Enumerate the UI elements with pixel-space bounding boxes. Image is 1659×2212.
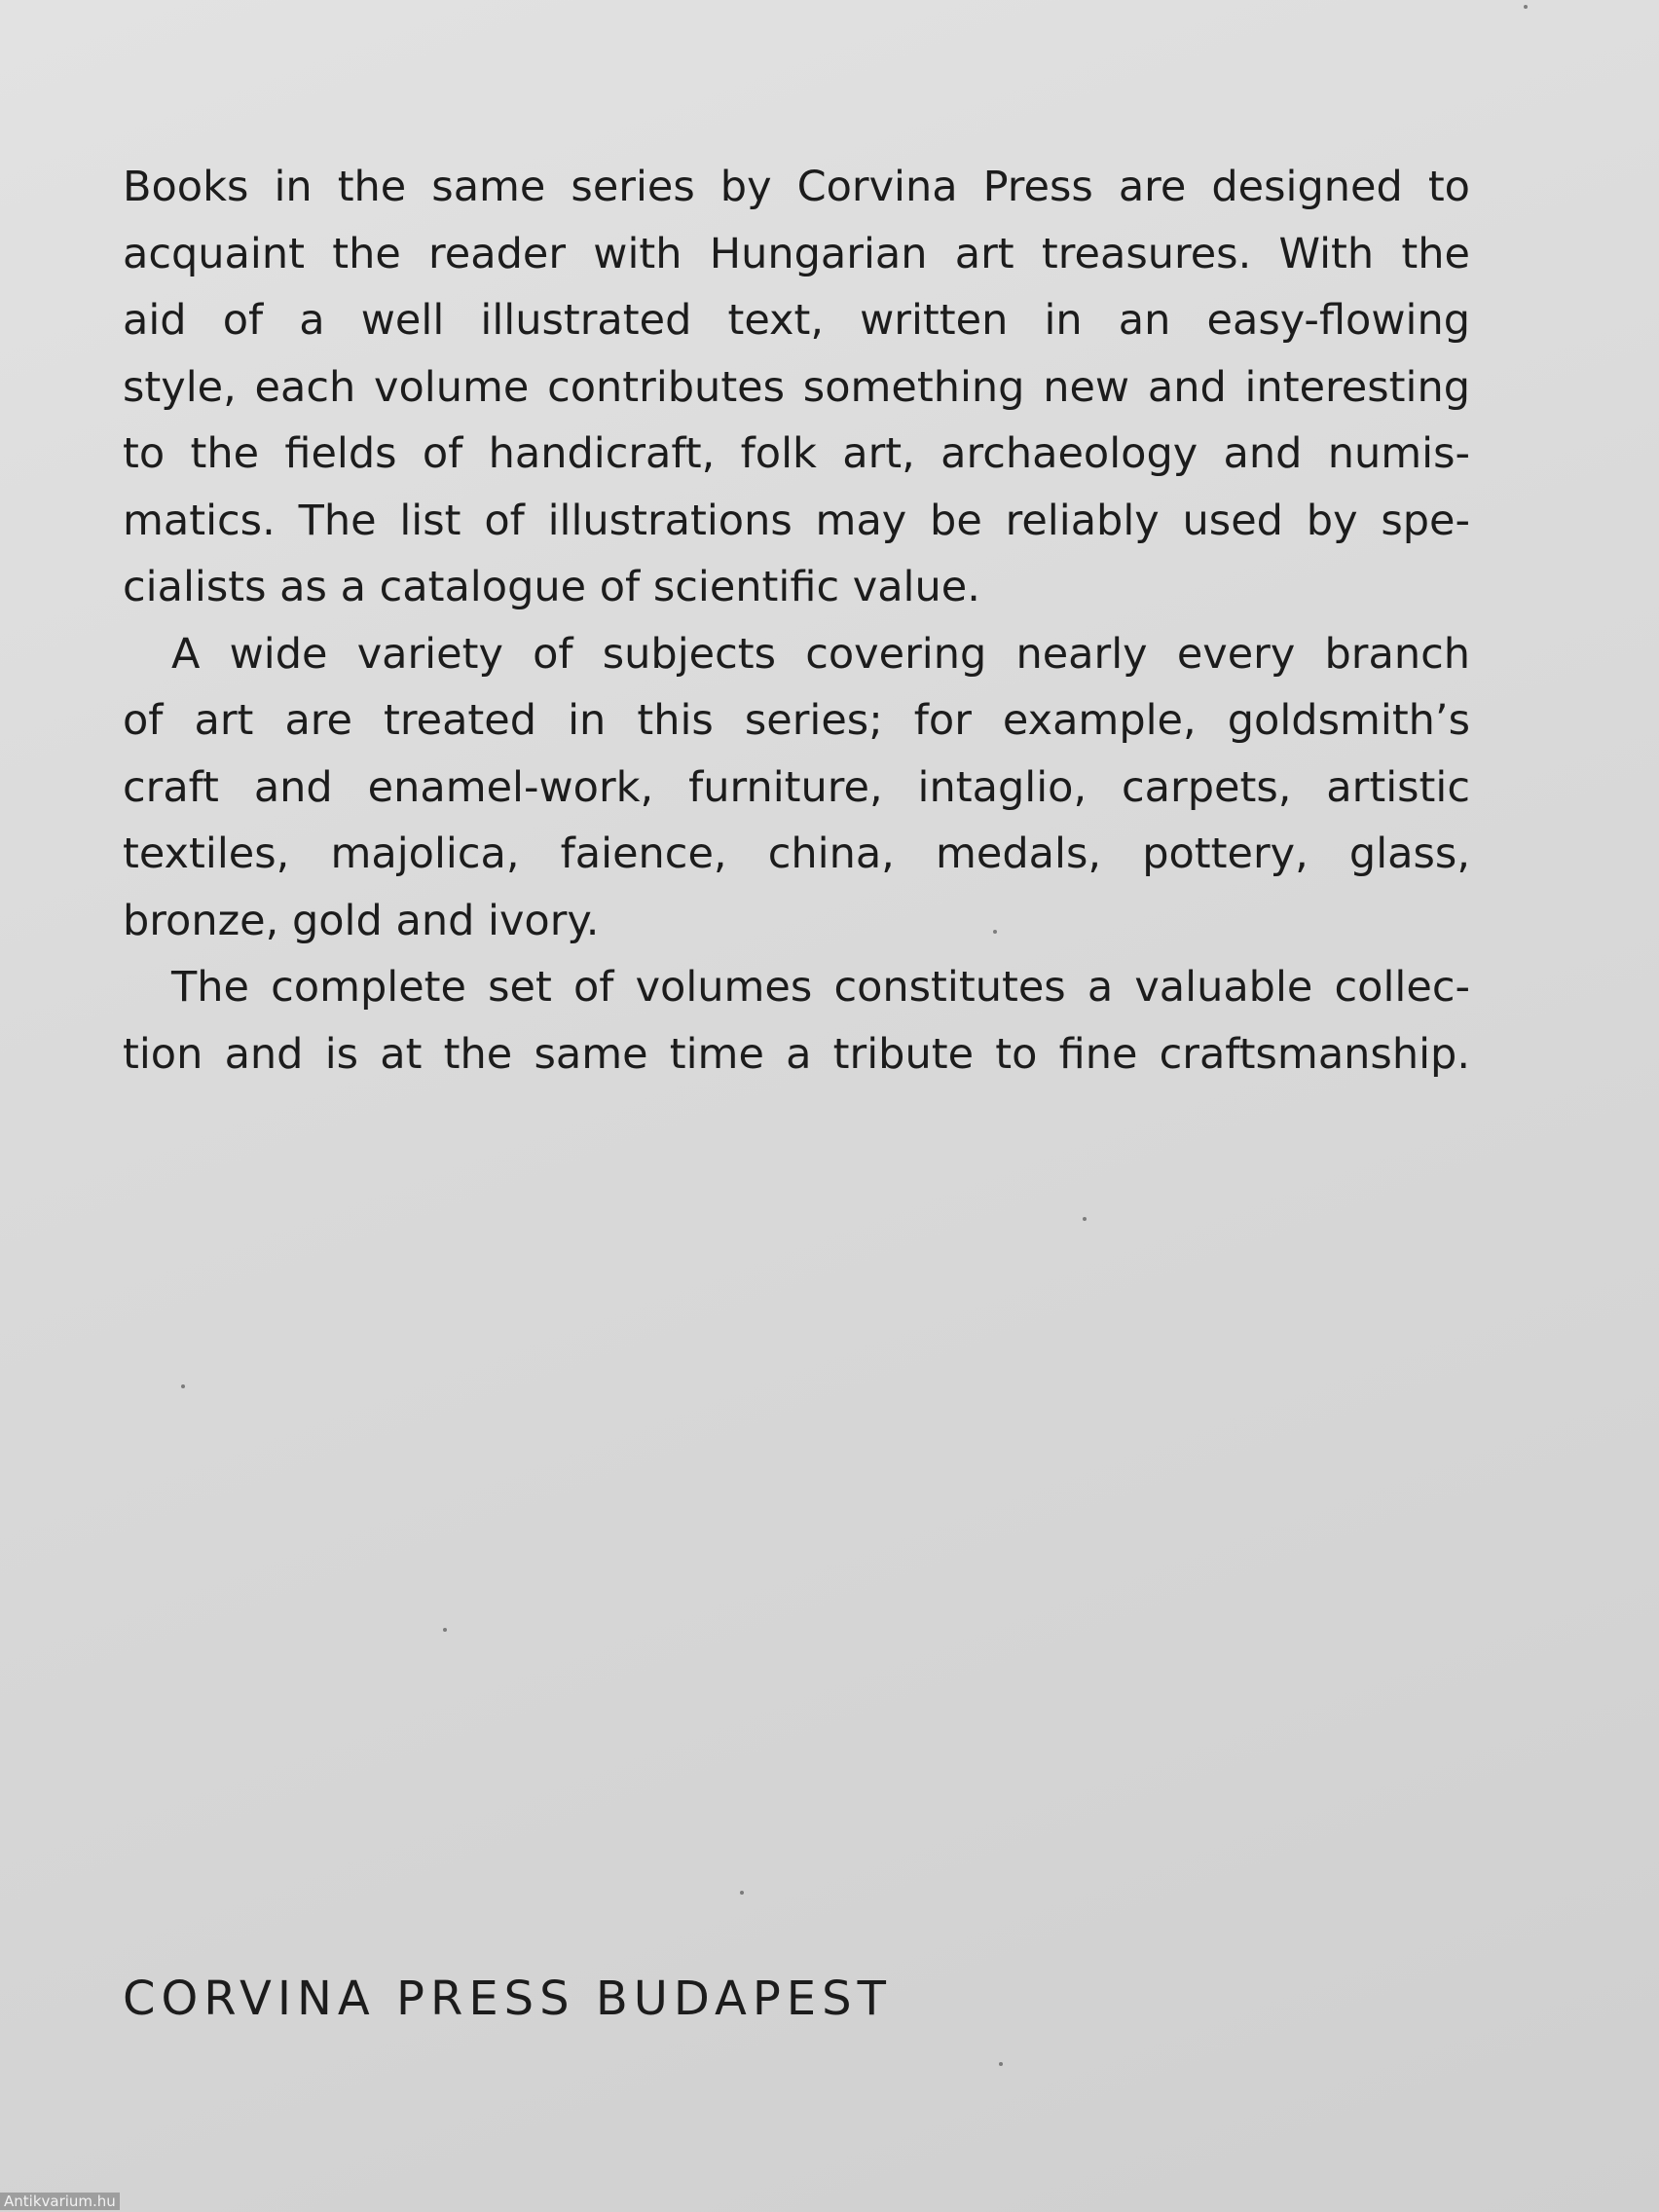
text-line: style, each volume contributes something new and interesting: [123, 362, 1470, 412]
publisher-imprint: CORVINA PRESS BUDAPEST: [123, 1972, 892, 2026]
text-line: Books in the same series by Corvina Press are designed to: [123, 163, 1470, 211]
text-line: bronze, gold and ivory.: [123, 896, 600, 945]
paper-speck: [999, 2062, 1003, 2066]
paper-speck: [740, 1891, 744, 1895]
paper-speck: [1083, 1217, 1087, 1221]
watermark: Antikvarium.hu: [0, 2193, 120, 2210]
text-line: of art are treated in this series; for example, goldsmith’s: [123, 696, 1470, 745]
text-line: tion and is at the same time a tribute to fine craftsmanship.: [123, 1029, 1470, 1079]
text-line: The complete set of volumes constitutes a valuable collec-: [171, 963, 1470, 1012]
text-line: cialists as a catalogue of scientific value.: [123, 563, 980, 611]
paper-speck: [443, 1628, 447, 1632]
description-text: [123, 154, 1470, 1088]
text-line: matics. The list of illustrations may be reliably used by spe-: [123, 496, 1470, 545]
paper-speck: [181, 1384, 185, 1388]
text-line: craft and enamel-work, furniture, intaglio, carpets, artistic: [123, 762, 1470, 812]
text-line: textiles, majolica, faience, china, medals, pottery, glass,: [123, 830, 1470, 878]
text-line: acquaint the reader with Hungarian art treasures. With the: [123, 229, 1470, 278]
text-line: aid of a well illustrated text, written in an easy-flowing: [123, 296, 1470, 345]
paper-speck: [1524, 5, 1528, 9]
text-line: to the fields of handicraft, folk art, archaeology and numis-: [123, 429, 1470, 478]
text-line: A wide variety of subjects covering nearly every branch: [171, 629, 1470, 679]
paper-speck: [993, 930, 997, 934]
